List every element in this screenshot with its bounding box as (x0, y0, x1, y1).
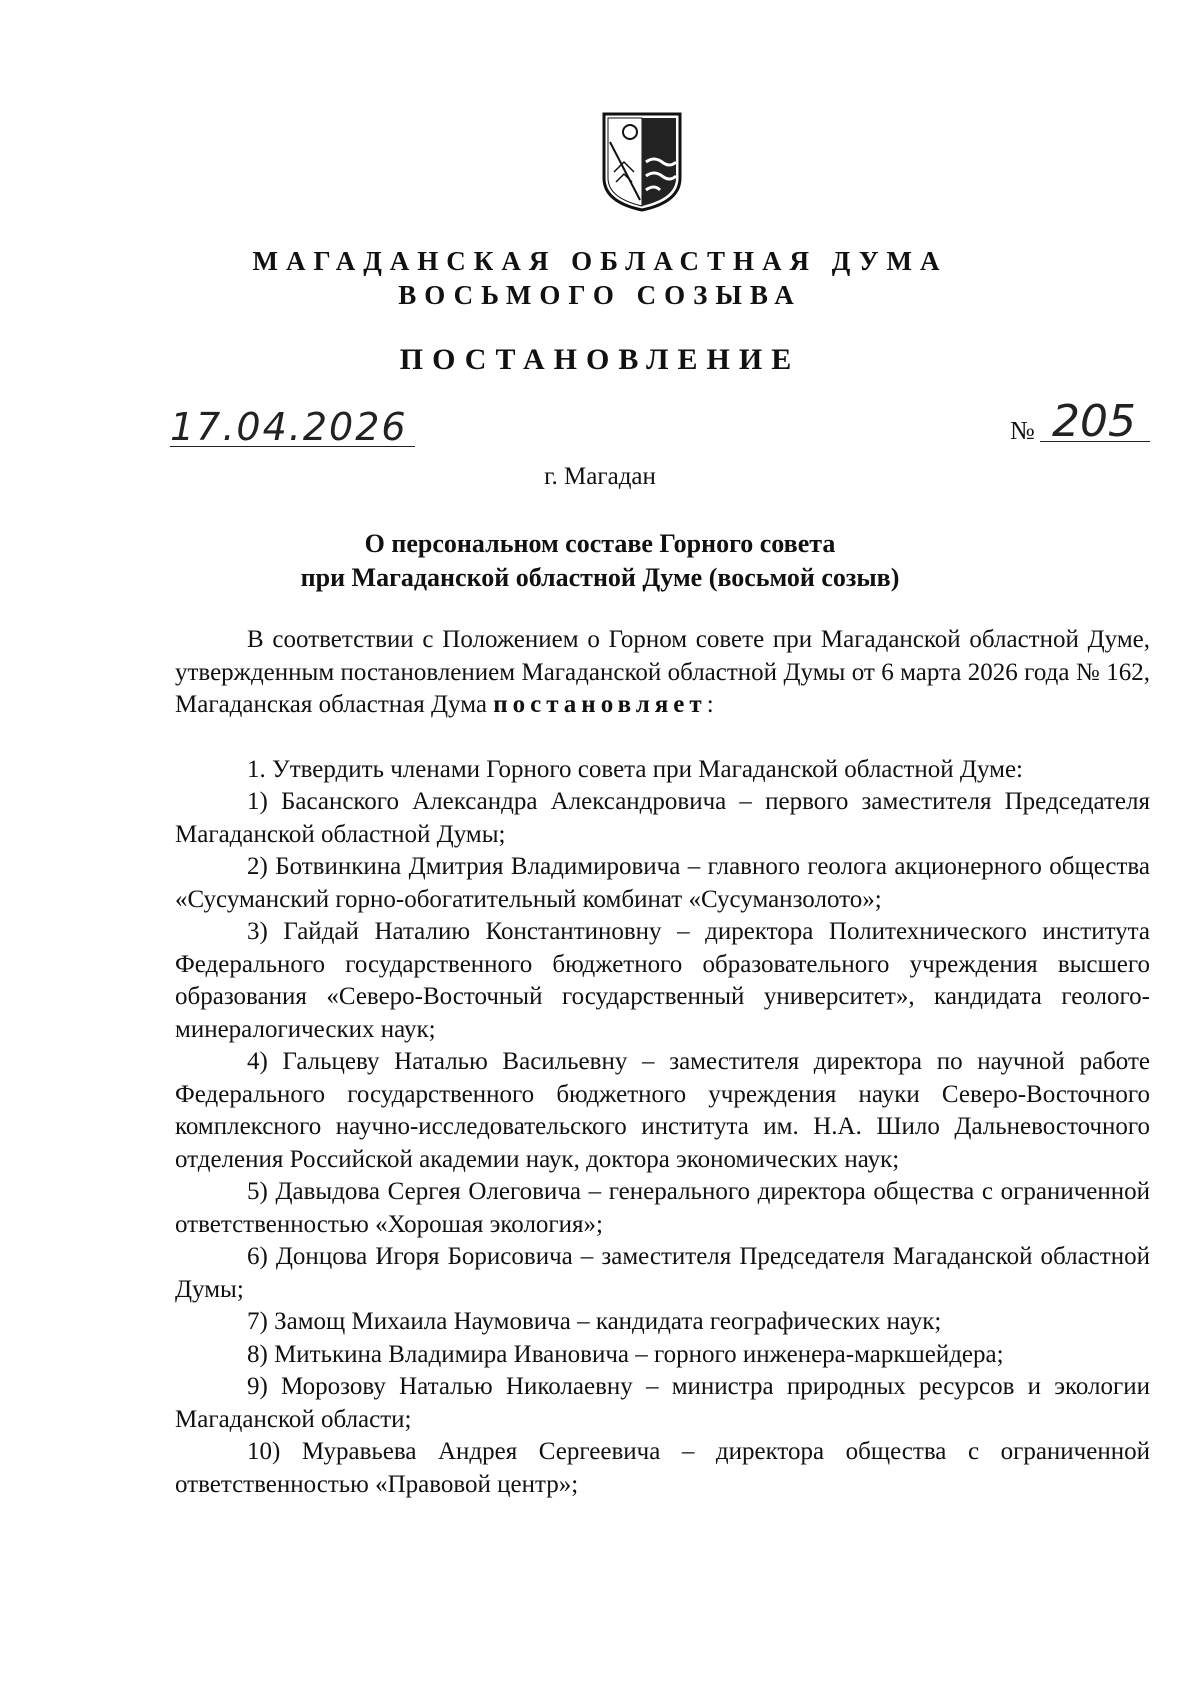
preamble-colon: : (706, 691, 714, 718)
member-item: 1) Басанского Александра Александровича – первого заместителя Председателя Магаданской областной Думы; (175, 788, 1150, 848)
preamble-verb: постановляет (493, 691, 707, 718)
member-item: 9) Морозову Наталью Николаевну – министра природных ресурсов и экологии Магаданской области; (175, 1373, 1150, 1433)
point-1: 1. Утвердить членами Горного совета при Магаданской областной Думе: (247, 755, 1024, 783)
organization-name: МАГАДАНСКАЯ ОБЛАСТНАЯ ДУМА (252, 246, 948, 276)
title-line-1: О персональном составе Горного совета (364, 529, 836, 558)
member-item: 10) Муравьева Андрея Сергеевича – директора общества с ограниченной ответственностью «Правовой центр»; (175, 1438, 1150, 1498)
preamble-text: В соответствии с Положением о Горном совете при Магаданской областной Думе, утвержденным постановлением Магаданской областной Думы от 6 марта 2026 года № 162, Магаданская областная Дума (175, 626, 1150, 718)
document-date: 17.04.2026 (170, 408, 415, 447)
member-item: 6) Донцова Игоря Борисовича – заместителя Председателя Магаданской областной Думы; (175, 1243, 1150, 1303)
member-item: 3) Гайдай Наталию Константиновну – директора Политехнического института Федерального государственного бюджетного образовательного учреждения высшего образования «Северо-Восточный государственный университет», кандидата геолого-минералогических наук; (175, 918, 1150, 1043)
paragraph-gap (175, 722, 1150, 754)
member-item: 5) Давыдова Сергея Олеговича – генерального директора общества с ограниченной ответственностью «Хорошая экология»; (175, 1178, 1150, 1238)
document-number: 205 (1040, 400, 1150, 442)
coat-of-arms-emblem (600, 112, 684, 212)
number-sign: № (1010, 416, 1035, 445)
convocation: ВОСЬМОГО СОЗЫВА (398, 280, 802, 310)
document-type: ПОСТАНОВЛЕНИЕ (399, 343, 801, 376)
member-item: 2) Ботвинкина Дмитрия Владимировича – главного геолога акционерного общества «Сусуманский горно-обогатительный комбинат «Сусуманзолото»; (175, 853, 1150, 913)
preamble-paragraph (175, 624, 1150, 722)
document-body (175, 624, 1150, 1501)
member-item: 8) Митькина Владимира Ивановича – горного инженера-маркшейдера; (247, 1340, 1004, 1368)
member-item: 7) Замощ Михаила Наумовича – кандидата географических наук; (247, 1308, 942, 1335)
city: г. Магадан (544, 463, 656, 490)
member-item: 4) Гальцеву Наталью Васильевну – заместителя директора по научной работе Федерального государственного бюджетного учреждения науки Северо-Восточного комплексного научно-исследовательского института им. Н.А. Шило Дальневосточного отделения Российской академии наук, доктора экономических наук; (175, 1048, 1150, 1173)
document-title (0, 527, 1200, 595)
title-line-2: при Магаданской областной Думе (восьмой созыв) (300, 563, 900, 592)
